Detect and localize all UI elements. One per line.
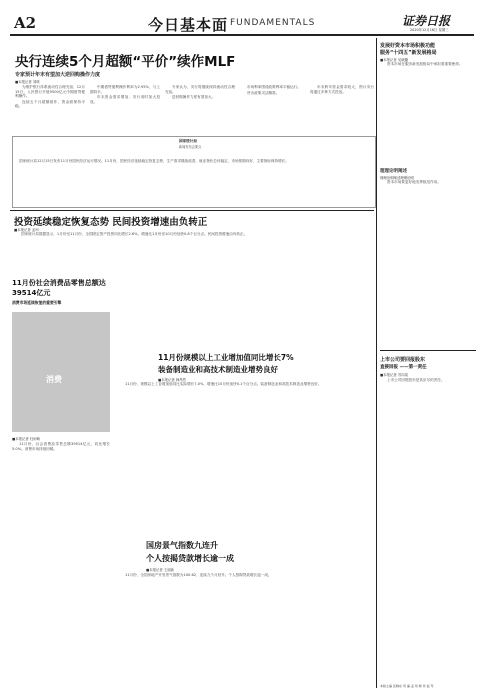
article3-body: 11月份，规模以上工业增加值同比实际增长7.0%，增速比10月份加快0.1个百分点。装备制造业和高技术制造业增势良好。 — [125, 382, 322, 386]
article1-headline: 投资延续稳定恢复态势 民间投资增速由负转正 — [14, 217, 208, 228]
statistics-box — [12, 136, 376, 208]
article1-byline: ■本报记者 孟珂 — [14, 228, 39, 232]
box-subtitle: 新闻发布会要点 — [179, 145, 202, 149]
paper-logo: 证券日报 — [402, 14, 451, 28]
lead-body-col1: 为维护银行体系流动性合理充裕，12月15日，人民银行开展9500亿元中期借贷便利操作。 连续五个月超额续作，资金面保持平稳。 — [15, 85, 85, 109]
article4-headline: 国房景气指数九连升 — [146, 541, 218, 550]
article2-body: 11月份，社会消费品零售总额39514亿元，同比增长5.0%。消费市场持续回暖。 — [12, 442, 110, 451]
sidebar-bottom-headline: 上市公司要回报股东 — [380, 357, 426, 363]
illustration-label: 消费 — [46, 375, 62, 384]
article1-body: 国家统计局数据显示，1月份至11月份，全国固定资产投资同比增长2.6%，增速比1月份至10月份加快0.8个百分点。民间投资增速由负转正。 — [21, 232, 248, 236]
article3-headline: 11月份规模以上工业增加值同比增长7% — [158, 353, 294, 362]
section-title: 今日基本面 — [148, 16, 229, 34]
sidebar-byline: ■本报记者 吴晓璐 — [380, 58, 409, 62]
sidebar-bottom-sub: 直接回报 ——第一责任 — [380, 365, 427, 370]
article4-headline2: 个人按揭贷款增长逾一成 — [146, 554, 234, 563]
box-caption: 国家统计局12月15日发布11月份国民经济运行情况。11月份，国民经济延续稳定恢复态势，生产需求继续改善，就业物价总体稳定，市场预期向好，主要指标保持增长。 — [19, 159, 289, 163]
date-line: 2020年12月16日 星期三 — [410, 28, 449, 32]
sidebar-bottom-byline: ■本报记者 苏向杲 — [380, 373, 409, 377]
lead-headline: 央行连续5个月超额“平价”续作MLF — [15, 54, 236, 70]
article4-body: 11月份，全国房地产开发景气指数为100.62，连续九个月回升。个人按揭贷款增长逾一成。 — [125, 573, 272, 577]
article1-rule — [10, 210, 374, 211]
article-investment — [10, 210, 374, 270]
article3-headline2: 装备制造业和高技术制造业增势良好 — [158, 365, 278, 374]
commentary-title: 理理论明阐述 — [380, 169, 407, 174]
article4-byline: ■本报记者 王丽新 — [146, 568, 175, 572]
box-title: 国家统计局 — [179, 139, 197, 143]
consumption-illustration — [12, 312, 110, 432]
lead-subhead: 专家预计年末有望加大逆回购操作力度 — [15, 72, 101, 78]
commentary-sub: 理理论明阐述理理论明 — [380, 176, 414, 180]
lead-body-col3: 专家认为，央行将继续保持流动性合理充裕。 逆回购操作力度有望加大。 — [165, 85, 235, 100]
article2-headline: 11月份社会消费品零售总额达39514亿元 — [12, 279, 106, 297]
sidebar — [378, 38, 478, 698]
masthead-rule — [10, 34, 474, 36]
lead-byline: ■本报记者 刘琪 — [15, 80, 40, 84]
sidebar-body: 资本市场在服务新发展格局中承担着重要使命。 — [387, 62, 463, 66]
lead-body-col2: 中期借贷便利操作利率为2.95%，与上期持平。 年末资金需求增加，央行适时加大投放。 — [90, 85, 160, 104]
sidebar-bottom-body: 上市公司回报股东是其应尽的责任。 — [387, 378, 445, 382]
article3-byline: ■本报记者 韩昂然 — [158, 378, 187, 382]
lead-body-col4: 市场利率围绕政策利率平稳运行。 货币政策灵活精准。 — [247, 85, 301, 95]
page-label: A2 — [14, 14, 37, 32]
article2-byline: ■本报记者 杜雨萌 — [12, 437, 41, 441]
article2-subhead: 消费市场延续恢复的重要引擎 — [12, 300, 62, 305]
sidebar-headline2: 服务“十四五”新发展格局 — [380, 50, 437, 56]
article-consumption — [10, 276, 114, 626]
article-real-estate — [118, 540, 374, 690]
sidebar-divider — [376, 38, 377, 688]
masthead — [0, 0, 484, 38]
sidebar-rule — [380, 350, 476, 351]
sidebar-footer: 本版主编 张晓东 责 编 孟 珂 制 作 赵 军 — [380, 684, 434, 688]
article-industry — [118, 352, 374, 532]
commentary-body: 资本市场要更好地发挥枢纽作用。 — [387, 180, 441, 184]
lead-body-col5: 年末跨年资金需求较大，预计央行将通过多种方式投放。 — [310, 85, 374, 94]
sidebar-headline: 发展好资本市场积极功能 — [380, 43, 436, 49]
section-en: FUNDAMENTALS — [230, 18, 316, 28]
